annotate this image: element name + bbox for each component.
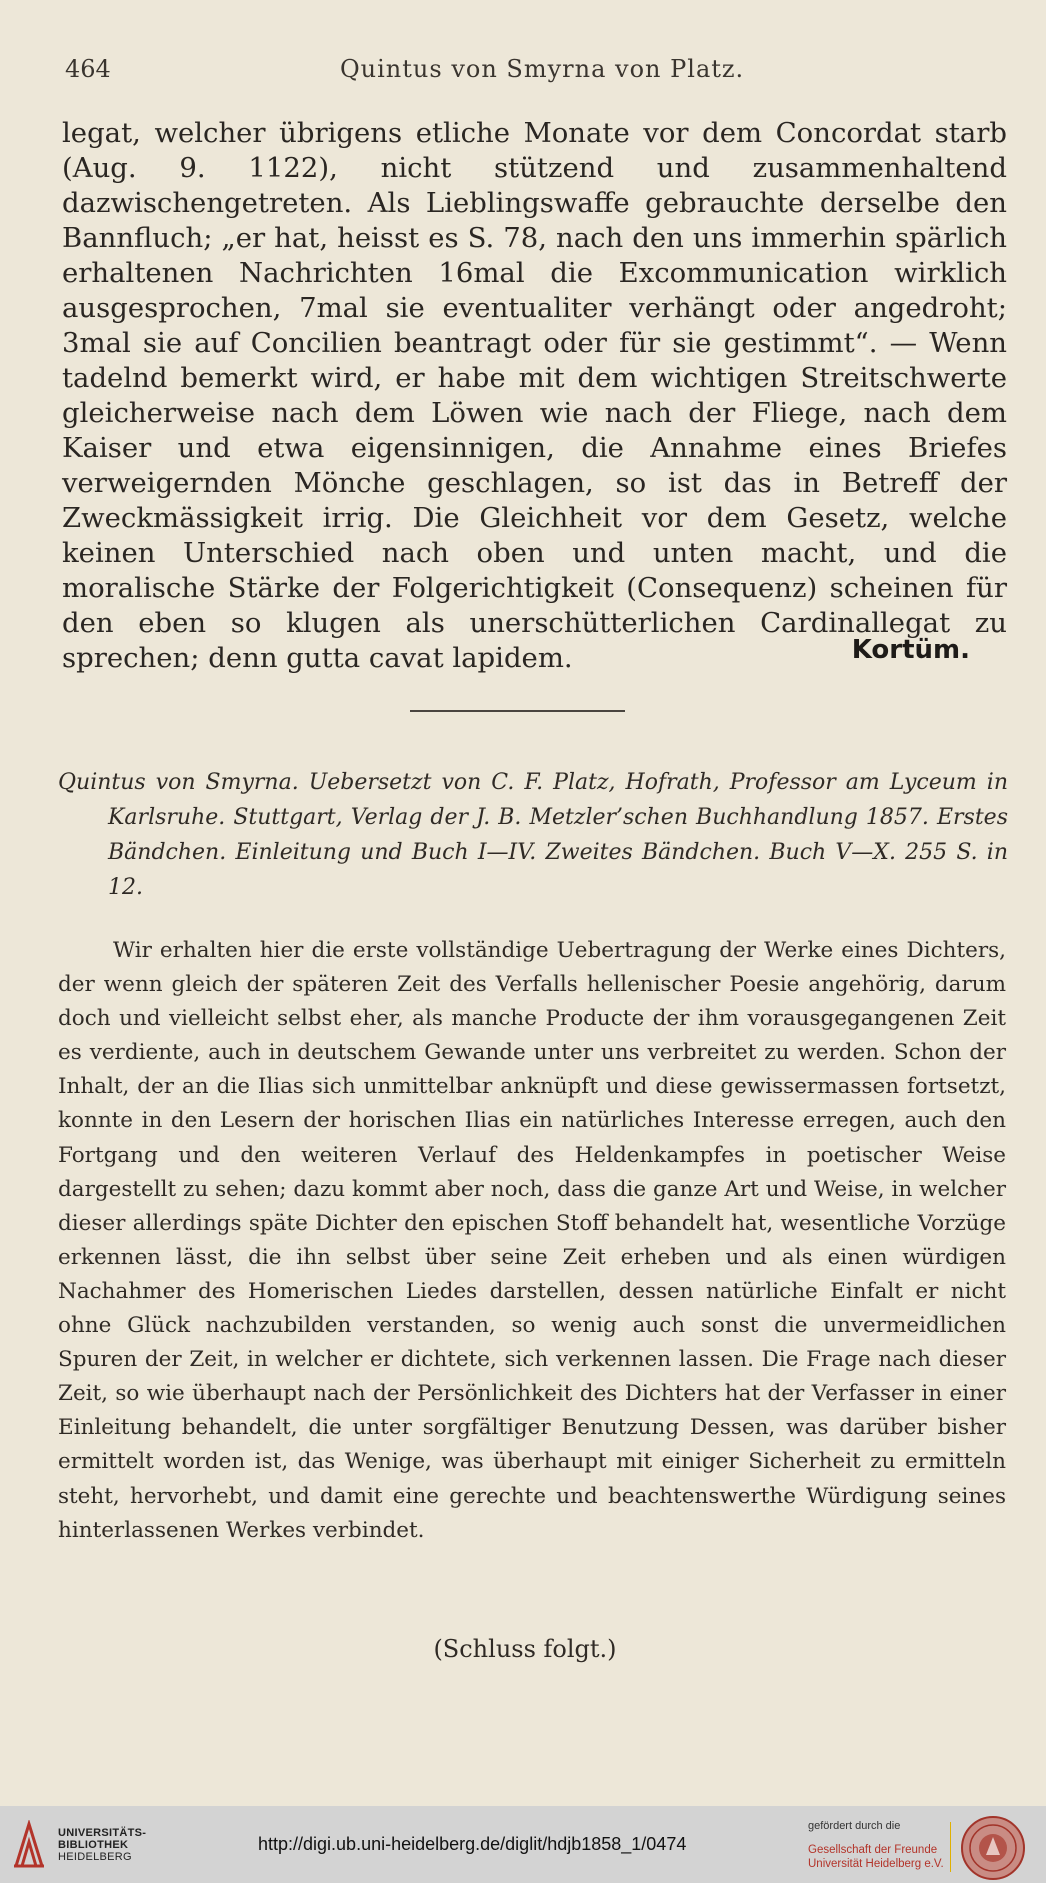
continuation-note bbox=[0, 1635, 1046, 1663]
section-divider bbox=[410, 710, 625, 712]
digitization-footer bbox=[0, 1806, 1046, 1883]
library-name: UNIVERSITÄTS- BIBLIOTHEK HEIDELBERG bbox=[58, 1827, 147, 1863]
review-continuation bbox=[62, 116, 1007, 676]
society-name: Gesellschaft der Freunde Universität Heidelberg e.V. bbox=[808, 1844, 944, 1870]
citation-text: Quintus von Smyrna. Uebersetzt von C. F. Platz, Hofrath, Professor am Lyceum in Karlsruhe. Stuttgart, Verlag der J. B. Metzler’schen Buchhandlung 1857. Erstes Bändchen. Einleitung und Buch I—IV. Zweites Bändchen. Buch V—X. 255 S. in 12. bbox=[58, 770, 1008, 900]
footer-divider bbox=[950, 1822, 951, 1872]
library-logo-icon bbox=[12, 1820, 46, 1870]
page-header bbox=[65, 55, 955, 91]
permalink-url[interactable]: http://digi.ub.uni-heidelberg.de/diglit/hdjb1858_1/0474 bbox=[258, 1834, 687, 1854]
page-number: 464 bbox=[65, 55, 111, 83]
funded-by-label: gefördert durch die bbox=[808, 1820, 901, 1832]
university-seal-icon bbox=[960, 1815, 1026, 1881]
author-signature: Kortüm. bbox=[851, 635, 970, 665]
running-title: Quintus von Smyrna von Platz. bbox=[340, 55, 745, 83]
book-citation bbox=[58, 765, 1008, 905]
review-body bbox=[58, 934, 1006, 1548]
paragraph: Wir erhalten hier die erste vollständige Uebertragung der Werke eines Dichters, der wenn gleich der späteren Zeit des Verfalls hellenischer Poesie angehörig, darum doch und vielleicht selbst eher, als manche Producte der ihm vorausgegangenen Zeit es verdiente, auch in deutschem Gewande unter uns verbreitet zu werden. Schon der Inhalt, der an die Ilias sich unmittelbar anknüpft und diese gewissermassen fortsetzt, konnte in den Lesern der horischen Ilias ein natürliches Interesse erregen, auch den Fortgang und den weiteren Verlauf des Heldenkampfes in poetischer Weise dargestellt zu sehen; dazu kommt aber noch, dass die ganze Art und Weise, in welcher dieser allerdings späte Dichter den epischen Stoff behandelt hat, wesentliche Vorzüge erkennen lässt, die ihn selbst über seine Zeit erheben und als einen würdigen Nachahmer des Homerischen Liedes darstellen, dessen natürliche Einfalt er nicht ohne Glück nachzubilden verstanden, so wenig auch sonst die unvermeidlichen Spuren der Zeit, in welcher er dichtete, sich verkennen lassen. Die Frage nach dieser Zeit, so wie überhaupt nach der Persönlichkeit des Dichters hat der Verfasser in einer Einleitung behandelt, die unter sorgfältiger Benutzung Dessen, was darüber bisher ermittelt worden ist, das Wenige, was überhaupt mit einiger Sicherheit zu ermitteln steht, hervorhebt, und damit eine gerechte und beachtenswerthe Würdigung seines hinterlassenen Werkes verbindet. bbox=[58, 938, 1006, 1543]
paragraph: legat, welcher übrigens etliche Monate vor dem Concordat starb (Aug. 9. 1122), nicht stützend und zusammenhaltend dazwischengetreten. Als Lieblingswaffe gebrauchte derselbe den Bannfluch; „er hat, heisst es S. 78, nach den uns immerhin spärlich erhaltenen Nachrichten 16mal die Excommunication wirklich ausgesprochen, 7mal sie eventualiter verhängt oder angedroht; 3mal sie auf Concilien beantragt oder für sie gestimmt“. — Wenn tadelnd bemerkt wird, er habe mit dem wichtigen Streitschwerte gleicherweise nach dem Löwen wie nach der Fliege, nach dem Kaiser und etwa eigensinnigen, die Annahme eines Briefes verweigernden Mönche geschlagen, so ist das in Betreff der Zweckmässigkeit irrig. Die Gleichheit vor dem Gesetz, welche keinen Unterschied nach oben und unten macht, und die moralische Stärke der Folgerichtigkeit (Consequenz) scheinen für den eben so klugen als unerschütterlichen Cardinallegat zu sprechen; denn gutta cavat lapidem. bbox=[62, 117, 1007, 674]
continuation-text: (Schluss folgt.) bbox=[433, 1635, 617, 1663]
